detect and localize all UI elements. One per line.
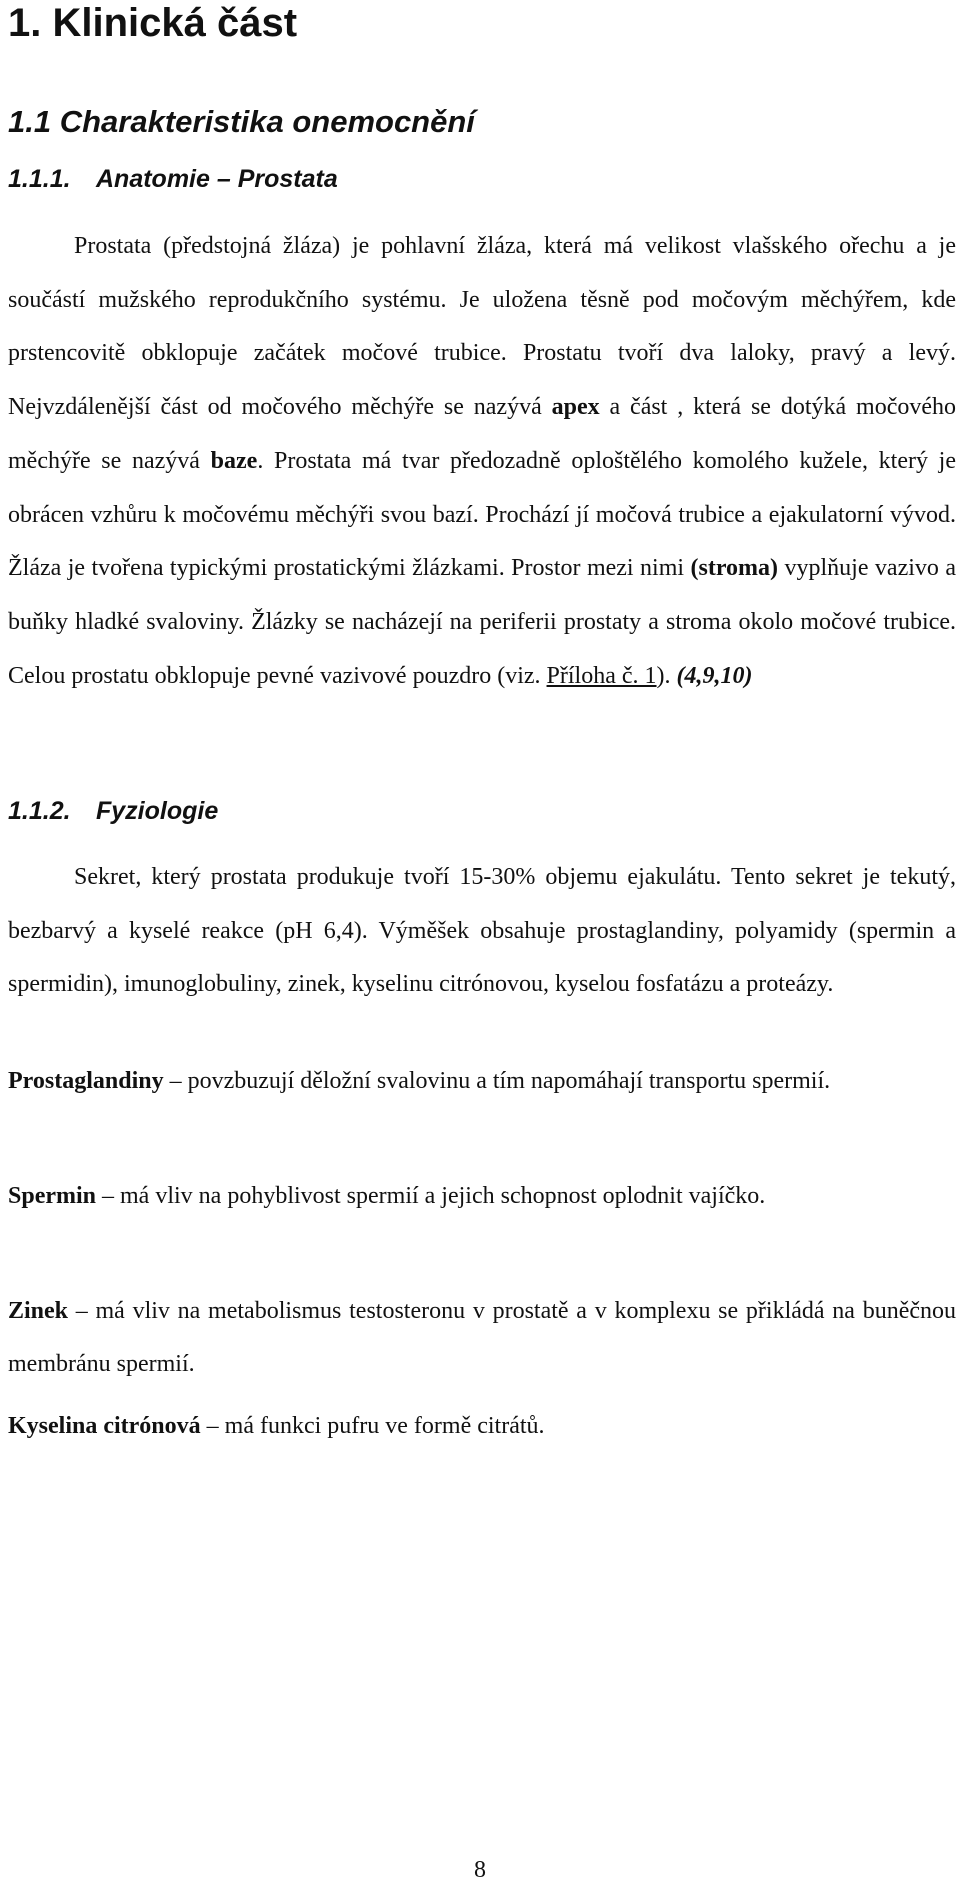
- definition-term: Zinek: [8, 1298, 69, 1324]
- text-run: vyplňuje vazivo a buňky hladké svaloviny. Žlázky se nacházejí na periferii prostaty a stroma okolo močové trubice. Celou prostatu obklopuje pevné vazivové pouzdro (viz.: [8, 555, 956, 689]
- definition-text: – má vliv na metabolismus testosteronu v prostatě a v komplexu se přikládá na buněčnou membránu spermií.: [8, 1298, 956, 1377]
- definition-term: Prostaglandiny: [8, 1068, 164, 1094]
- definition-term: Spermin: [8, 1183, 97, 1209]
- term-baze: baze: [210, 447, 258, 474]
- chapter-heading: 1. Klinická část: [8, 1, 298, 45]
- text-run: Prostata (předstojná žláza) je pohlavní žláza, která má velikost vlašského ořechu a je součástí mužského reprodukčního systému. Je uložena těsně pod močovým měchýřem, kde prstencovitě obklopuje začátek močové trubice. Prostatu tvoří dva laloky, pravý a levý. Nejvzdálenější část od močového měchýře se nazývá: [8, 233, 956, 421]
- definition-text: – povzbuzují děložní svalovinu a tím napomáhají transportu spermií.: [163, 1068, 831, 1094]
- definition-prostaglandins: [8, 1055, 956, 1108]
- page-number: 8: [474, 1857, 486, 1883]
- definition-term: Kyselina citrónová: [8, 1413, 201, 1439]
- text-run: a část , která se dotýká močového měchýře se nazývá: [8, 394, 956, 474]
- subsection-title: Fyziologie: [96, 797, 219, 825]
- subsection-number: 1.1.2.: [8, 797, 71, 825]
- definition-text: – má vliv na pohyblivost spermií a jejich schopnost oplodnit vajíčko.: [96, 1183, 766, 1209]
- appendix-link[interactable]: Příloha č. 1: [546, 662, 657, 689]
- subsection-heading-anatomy: [8, 164, 338, 194]
- subsection-title: Anatomie – Prostata: [96, 165, 338, 193]
- physiology-paragraph: Sekret, který prostata produkuje tvoří 15-30% objemu ejakulátu. Tento sekret je tekutý, bezbarvý a kyselé reakce (pH 6,4). Výměšek obsahuje prostaglandiny, polyamidy (spermin a spermidin), imunoglobuliny, zinek, kyselinu citrónovou, kyselou fosfatázu a proteázy.: [8, 864, 956, 998]
- subsection-heading-physiology: [8, 796, 218, 826]
- definition-citric-acid: [8, 1400, 956, 1453]
- term-stroma: (stroma): [690, 555, 779, 582]
- definition-text: – má funkci pufru ve formě citrátů.: [200, 1413, 545, 1439]
- text-run: ).: [656, 662, 677, 689]
- term-apex: apex: [551, 394, 600, 421]
- references: (4,9,10): [676, 662, 753, 689]
- section-heading: 1.1 Charakteristika onemocnění: [8, 104, 475, 139]
- text-run: . Prostata má tvar předozadně oploštělého komolého kužele, který je obrácen vzhůru k močovému měchýři svou bazí. Prochází jí močová trubice a ejakulatorní vývod. Žláza je tvořena typickými prostatickými žlázkami. Prostor mezi nimi: [8, 447, 956, 582]
- definition-spermin: [8, 1170, 956, 1223]
- subsection-number: 1.1.1.: [8, 165, 71, 193]
- anatomy-paragraph: [8, 220, 956, 703]
- definition-zinc: [8, 1285, 956, 1391]
